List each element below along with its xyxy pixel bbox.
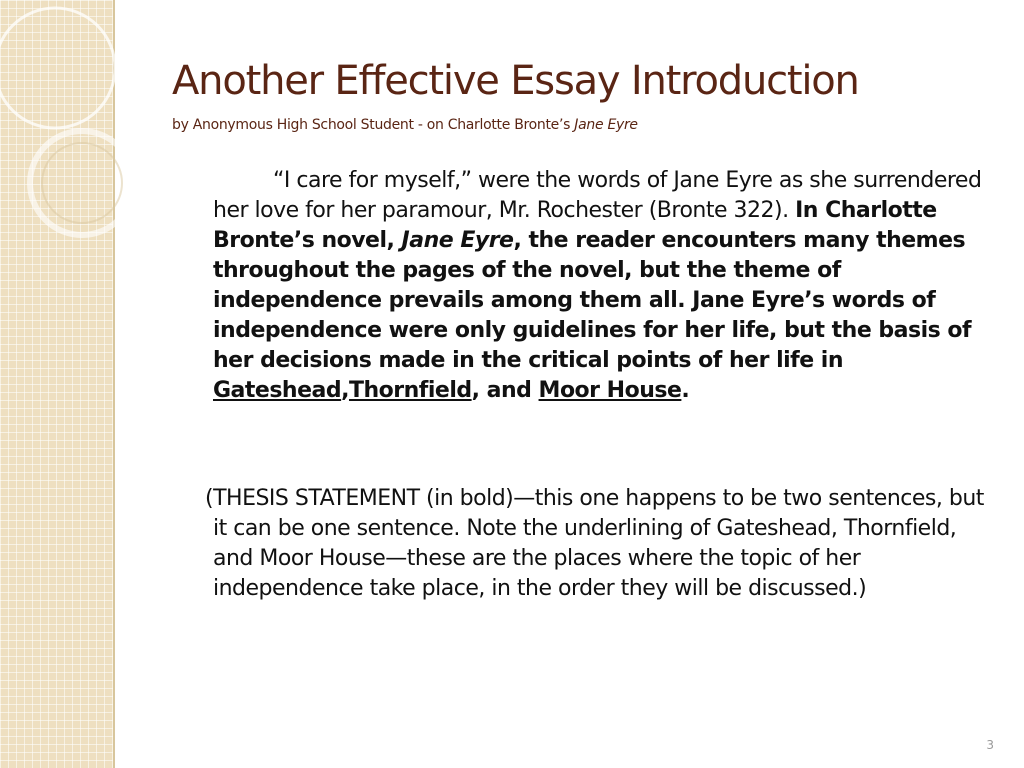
thesis-note-paragraph: (THESIS STATEMENT (in bold)—this one happens to be two sentences, but it can be one sentence. Note the underlining of Gateshead, Thornfield, and Moor House—these are the places where the topic of her independence take place, in the order they will be discussed.) <box>205 486 984 601</box>
thesis-statement <box>213 198 971 403</box>
thesis-end: . <box>681 378 690 403</box>
decorative-ring-large <box>0 8 115 128</box>
decorative-ring-small <box>42 143 122 223</box>
page-number: 3 <box>986 738 994 752</box>
thesis-book-title: Jane Eyre <box>401 228 514 253</box>
slide-subtitle <box>172 117 638 133</box>
subtitle-text: by Anonymous High School Student - on Charlotte Bronte’s <box>172 117 575 133</box>
place-moor-house: Moor House <box>538 378 682 403</box>
opening-quote: “I care for myself,” were the words of Jane Eyre as she surrendered her love for her paramour, Mr. Rochester (Bronte 322). <box>213 168 982 223</box>
subtitle-book-title: Jane Eyre <box>574 117 638 133</box>
place-thornfield: Thornfield <box>348 378 472 403</box>
slide-title: Another Effective Essay Introduction <box>172 58 859 104</box>
place-gateshead: Gateshead <box>213 378 342 403</box>
intro-paragraph <box>213 166 998 406</box>
decorative-ring-medium <box>30 131 134 235</box>
place-separator-2: , and <box>471 378 539 403</box>
thesis-body: , the reader encounters many themes throughout the pages of the novel, but the theme of independence prevails among them all. Jane Eyre’s words of independence were only guidelines for her life, but the basis of her decisions made in the critical points of her life in <box>213 228 972 373</box>
place-separator-1: , <box>341 378 349 403</box>
thesis-prefix: In Charlotte Bronte’s novel, <box>213 198 937 253</box>
decorative-circles <box>0 0 200 300</box>
